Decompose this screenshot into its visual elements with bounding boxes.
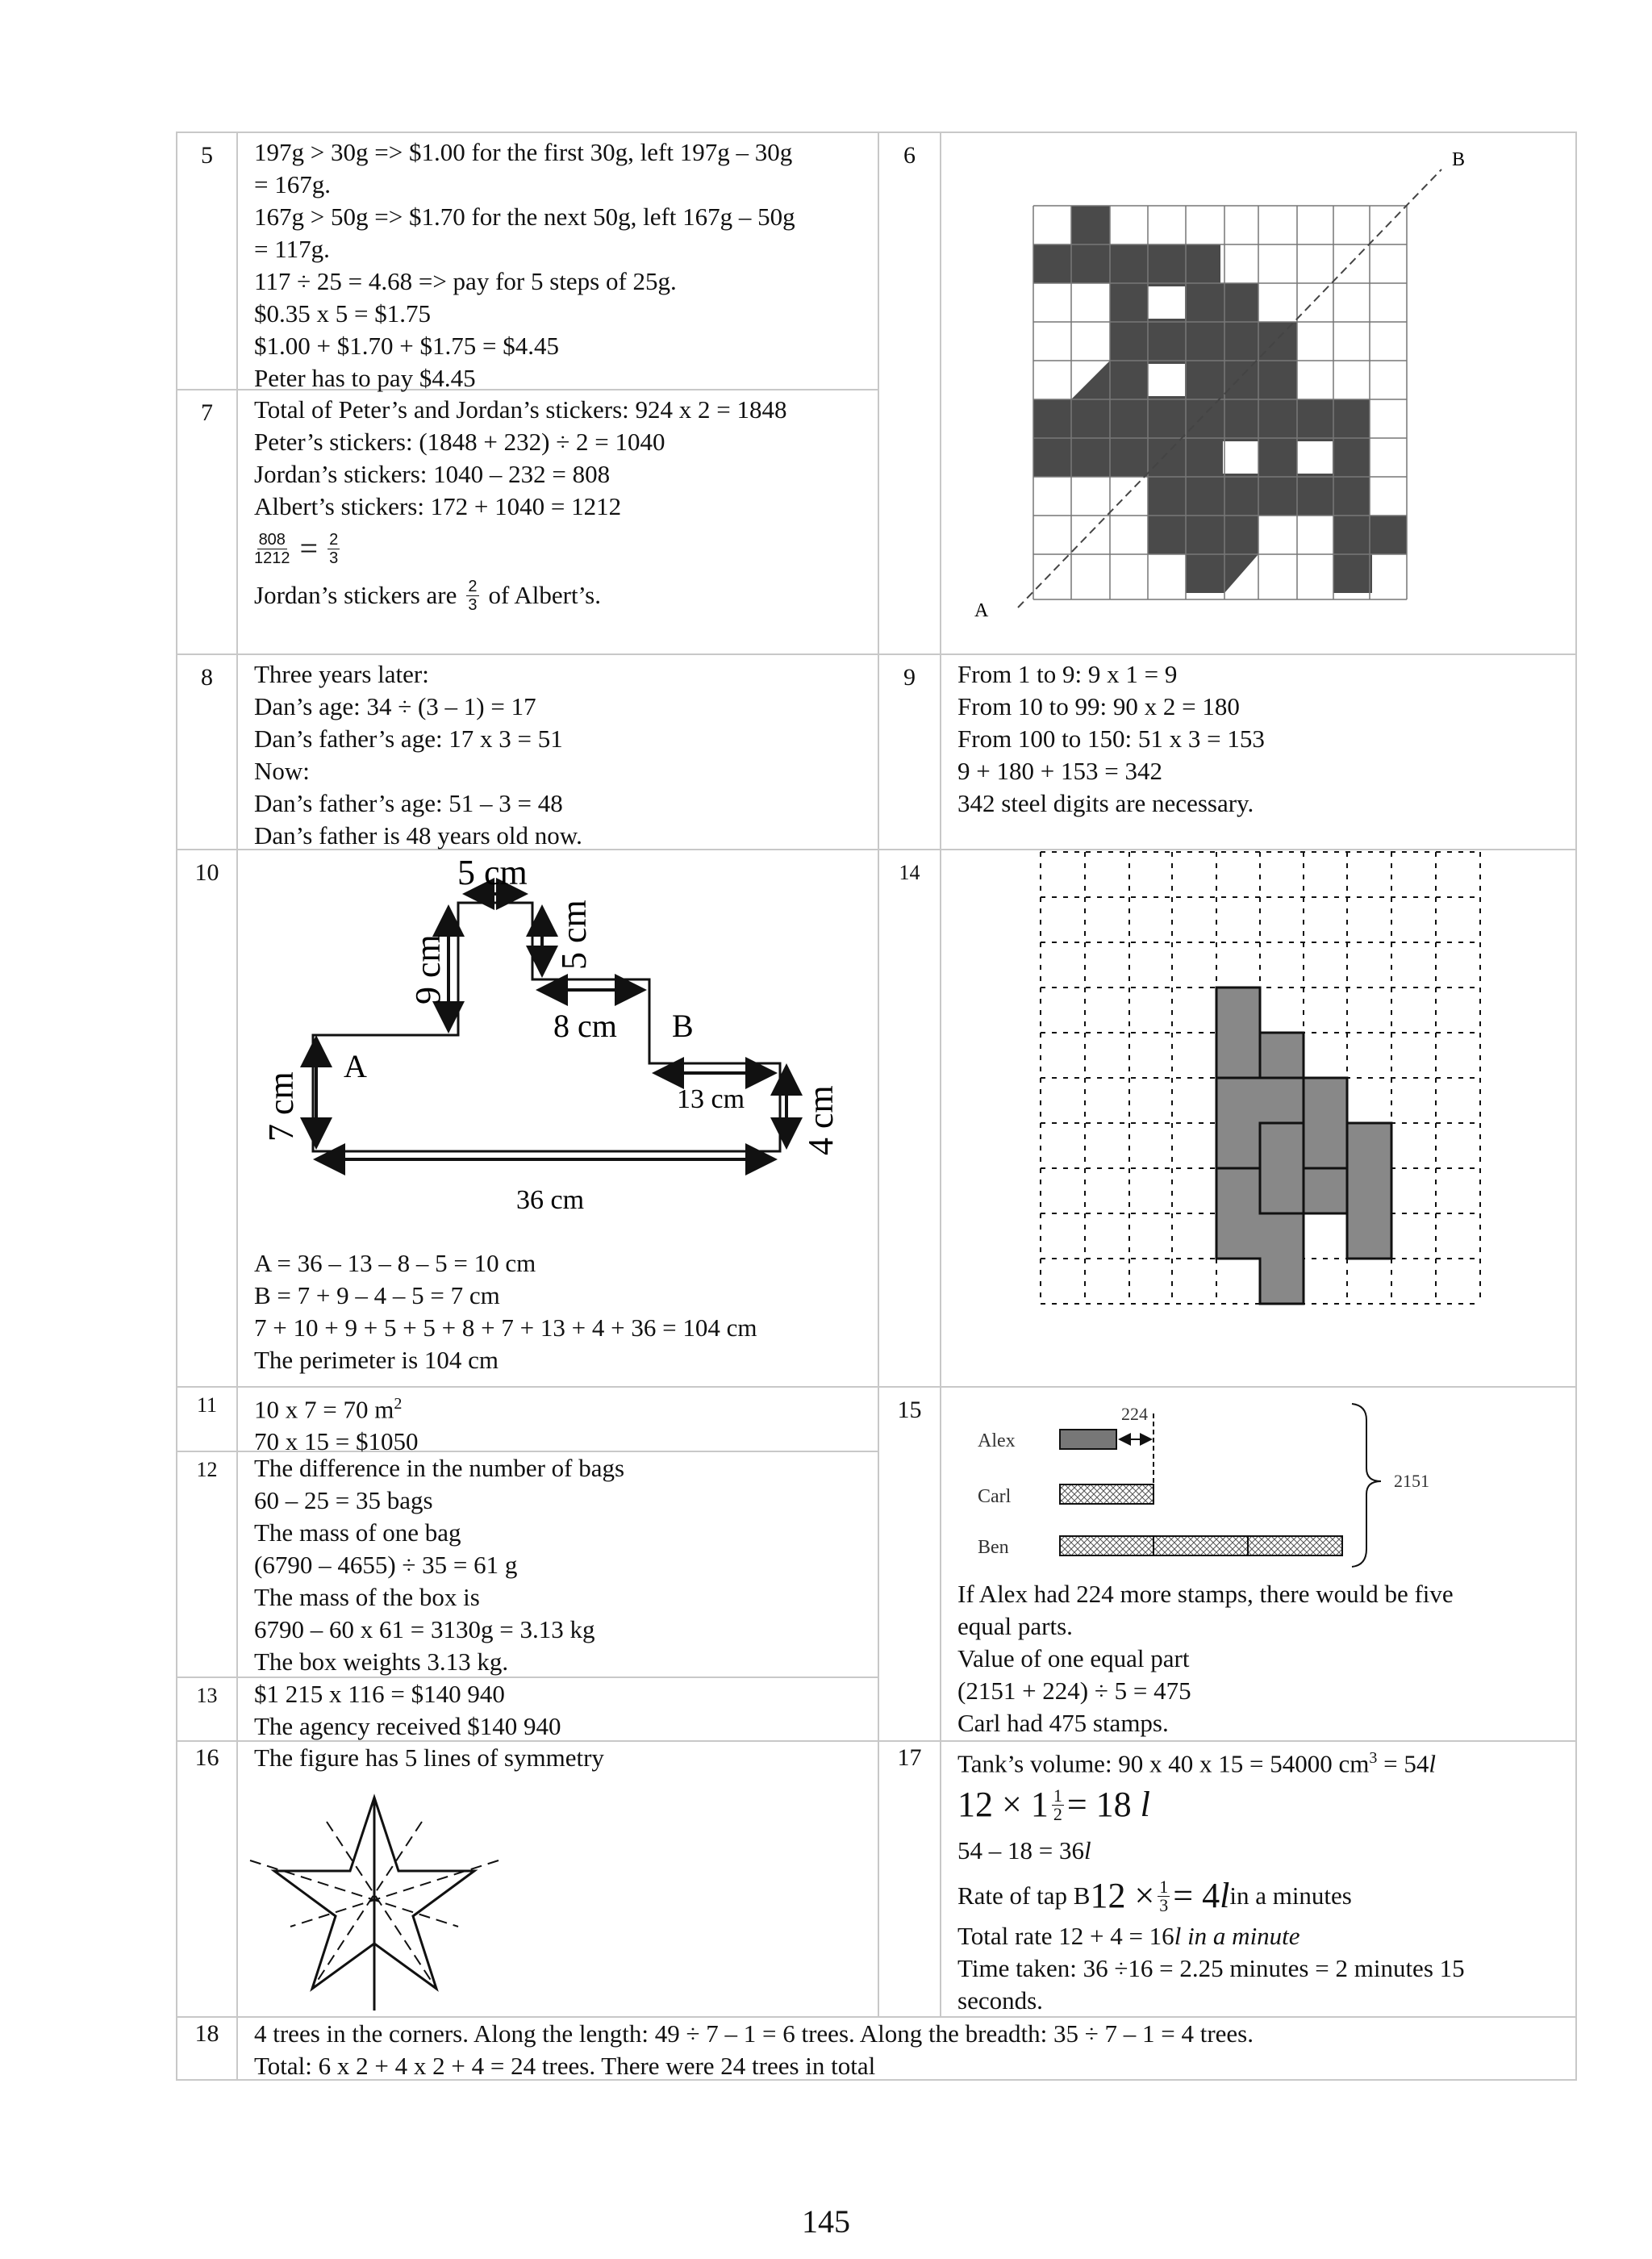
q10-label-a: A (344, 1048, 367, 1084)
q16-number: 16 (194, 1744, 219, 1771)
q6-label-a: A (974, 600, 989, 621)
q15-total-label: 2151 (1394, 1471, 1429, 1491)
q11-solution: 10 x 7 = 70 $m^2$ 70 x 15 = $1050 (254, 1395, 419, 1456)
q10-label-right: 4 cm (801, 1085, 841, 1155)
q16-solution: The figure has 5 lines of symmetry (254, 1743, 604, 1772)
q8-number: 8 (201, 664, 213, 691)
q17-number: 17 (897, 1744, 922, 1771)
q17-solution: Tank’s volume: 90 x 40 x 15 = 54000 $cm^3 = 54l$ 12 × 1 $\frac{1}{2}$ = 18 l 54 – 18 = 36l Rate of tap B 12 × $\frac{1}{3}$ = 4 l in a minutes Total rate 12 + 4 = 16l in a minute Time taken: 36 ÷16 = 2.25 minutes = 2 minutes 15 seconds. (941, 1739, 1575, 2017)
q9-solution: From 1 to 9: 9 x 1 = 9 From 10 to 99: 90 x 2 = 180 From 100 to 150: 51 x 3 = 153 9 + 180 + 153 = 342 342 steel digits are necessary. (957, 660, 1265, 817)
q7-fraction-line: $\frac{808}{1212}$ = $\frac{2}{3}$ (254, 530, 339, 567)
q5-solution: 197g > 30g => $1.00 for the first 30g, left 197g – 30g = 167g. 167g > 50g => $1.70 for the next 50g, left 167g – 50g = 117g. 117 ÷ 25 = 4.68 => pay for 5 steps of 25g. $0.35 x 5 = $1.75 $1.00 + $1.70 + $1.75 = $4.45 Peter has to pay $4.45 (254, 138, 795, 392)
q14-grid-figure (941, 850, 1575, 1386)
q15-diff-label: 224 (1121, 1404, 1148, 1424)
q15-name-carl: Carl (978, 1486, 1012, 1507)
q10-label-left: 7 cm (261, 1071, 301, 1142)
q15-number: 15 (897, 1397, 922, 1423)
q12-solution: The difference in the number of bags 60 – 25 = 35 bags The mass of one bag (6790 – 4655) ÷ 35 = 61 g The mass of the box is 6790 – 60 x 61 = 3130g = 3.13 kg The box weights 3.13 kg. (254, 1454, 625, 1676)
q6-symmetry-grid (941, 133, 1575, 653)
q14-number: 14 (899, 861, 920, 884)
q16-star-figure (238, 1775, 878, 2016)
q6-label-b: B (1452, 149, 1466, 170)
q7-solution: Total of Peter’s and Jordan’s stickers: 924 x 2 = 1848 Peter’s stickers: (1848 + 232) ÷ 2 = 1040 Jordan’s stickers: 1040 – 232 = 808 Albert’s stickers: 172 + 1040 = 1212 $\frac{808}{1212}$ = $\frac{2}{3}$ Jordan’s stickers are $\frac{2}{3}$ of Albert’s. (238, 390, 878, 616)
q15-name-alex: Alex (978, 1430, 1016, 1451)
q18-number: 18 (194, 2020, 219, 2047)
q17-line2: 12 × 1 $\frac{1}{2}$ = 18 l (957, 1785, 1150, 1825)
q18-solution: 4 trees in the corners. Along the length: 49 ÷ 7 – 1 = 6 trees. Along the breadth: 35 ÷ 7 – 1 = 4 trees. Total: 6 x 2 + 4 x 2 + 4 = 24 trees. There were 24 trees in total (254, 2019, 1254, 2080)
q13-number: 13 (196, 1684, 218, 1707)
q10-label-right-short: 5 cm (554, 900, 594, 970)
q13-solution: $1 215 x 116 = $140 940 The agency received $140 940 (254, 1680, 561, 1740)
q10-label-left-tall: 9 cm (408, 934, 448, 1004)
q10-label-b: B (672, 1008, 694, 1044)
q11-number: 11 (196, 1393, 218, 1417)
q6-number: 6 (903, 142, 916, 169)
q10-label-bottom: 36 cm (516, 1185, 585, 1215)
q10-label-top: 5 cm (457, 853, 528, 892)
q17-line4: Rate of tap B 12 × $\frac{1}{3}$ = 4 l in a minutes (957, 1876, 1352, 1916)
q15-solution: If Alex had 224 more stamps, there would be five equal parts. Value of one equal part (2151 + 224) ÷ 5 = 475 Carl had 475 stamps. (957, 1580, 1454, 1737)
q10-label-step: 13 cm (677, 1084, 745, 1114)
q7-conclusion: Jordan’s stickers are $\frac{2}{3}$ of Albert’s. (254, 577, 601, 614)
q10-perimeter-figure (238, 850, 878, 1254)
q8-solution: Three years later: Dan’s age: 34 ÷ (3 – 1) = 17 Dan’s father’s age: 17 x 3 = 51 Now: Dan’s father’s age: 51 – 3 = 48 Dan’s father is 48 years old now. (254, 660, 582, 850)
q10-label-mid: 8 cm (553, 1008, 617, 1044)
q7-number: 7 (201, 399, 213, 426)
page-number: 145 (802, 2203, 850, 2240)
q5-number: 5 (201, 142, 213, 169)
q15-name-ben: Ben (978, 1537, 1009, 1558)
q9-number: 9 (903, 664, 916, 691)
q10-solution: A = 36 – 13 – 8 – 5 = 10 cm B = 7 + 9 – 4 – 5 = 7 cm 7 + 10 + 9 + 5 + 5 + 8 + 7 + 13 + 4 + 36 = 104 cm The perimeter is 104 cm (254, 1249, 757, 1374)
q10-number: 10 (194, 859, 219, 886)
q15-bar-model (941, 1388, 1575, 1581)
q12-number: 12 (196, 1458, 218, 1481)
